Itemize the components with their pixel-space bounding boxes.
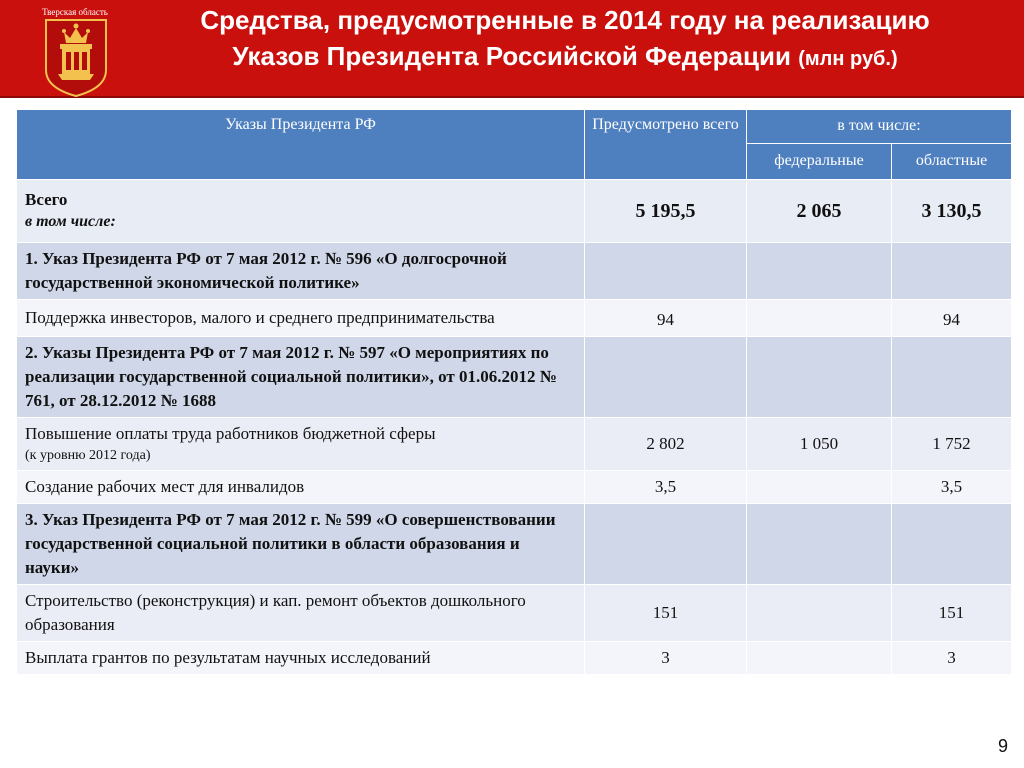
title-line-2 [150,38,980,77]
row-label: Повышение оплаты труда работников бюджетной сферы [25,424,436,443]
table-row-section [17,337,1012,418]
table-row [17,585,1012,642]
row-total: 151 [585,585,747,642]
total-label: Всего [25,190,68,209]
title-unit: (млн руб.) [798,48,898,70]
row-label: Строительство (реконструкция) и кап. ремонт объектов дошкольного образования [17,585,585,642]
region-emblem [14,4,136,94]
row-regional [892,243,1012,300]
row-note: (к уровню 2012 года) [25,448,151,463]
slide-title [150,2,980,77]
row-federal [747,642,892,675]
total-row [17,180,1012,243]
table-row [17,471,1012,504]
row-federal [747,504,892,585]
row-label-cell [17,418,585,471]
title-line-1: Средства, предусмотренные в 2014 году на реализацию [200,5,930,35]
row-label: 3. Указ Президента РФ от 7 мая 2012 г. № 599 «О совершенствовании государственной социальной политики в области образования и науки» [17,504,585,585]
total-federal: 2 065 [747,180,892,243]
table-row [17,418,1012,471]
table-row-section [17,504,1012,585]
table-row [17,642,1012,675]
header-total: Предусмотрено всего [585,110,747,180]
region-caption: Тверская область [42,7,108,17]
table-row-section [17,243,1012,300]
row-regional: 3,5 [892,471,1012,504]
row-federal: 1 050 [747,418,892,471]
decrees-funding-table [16,109,1012,675]
row-regional: 1 752 [892,418,1012,471]
row-total [585,337,747,418]
row-federal [747,471,892,504]
row-label: 2. Указы Президента РФ от 7 мая 2012 г. № 597 «О мероприятиях по реализации государственной социальной политики», от 01.06.2012 № 761, от 28.12.2012 № 1688 [17,337,585,418]
row-total [585,504,747,585]
total-all: 5 195,5 [585,180,747,243]
row-regional: 94 [892,300,1012,337]
row-regional: 151 [892,585,1012,642]
row-total: 3,5 [585,471,747,504]
slide-header [0,0,1024,98]
page-number: 9 [997,736,1008,756]
header-federal: федеральные [747,143,892,179]
row-label: Выплата грантов по результатам научных исследований [17,642,585,675]
row-label: Создание рабочих мест для инвалидов [17,471,585,504]
row-regional: 3 [892,642,1012,675]
row-federal [747,337,892,418]
row-total: 3 [585,642,747,675]
row-total [585,243,747,300]
row-federal [747,300,892,337]
row-label: 1. Указ Президента РФ от 7 мая 2012 г. № 596 «О долгосрочной государственной экономической политике» [17,243,585,300]
total-sublabel: в том числе: [25,213,116,230]
row-label: Поддержка инвесторов, малого и среднего предпринимательства [17,300,585,337]
row-regional [892,504,1012,585]
row-federal [747,585,892,642]
total-label-cell [17,180,585,243]
header-decrees: Указы Президента РФ [17,110,585,180]
row-federal [747,243,892,300]
total-regional: 3 130,5 [892,180,1012,243]
row-total: 2 802 [585,418,747,471]
table-row [17,300,1012,337]
row-regional [892,337,1012,418]
header-regional: областные [892,143,1012,179]
tver-coat-of-arms-icon [44,18,108,98]
row-total: 94 [585,300,747,337]
title-line-2-text: Указов Президента Российской Федерации [232,41,791,71]
header-including: в том числе: [747,110,1012,144]
